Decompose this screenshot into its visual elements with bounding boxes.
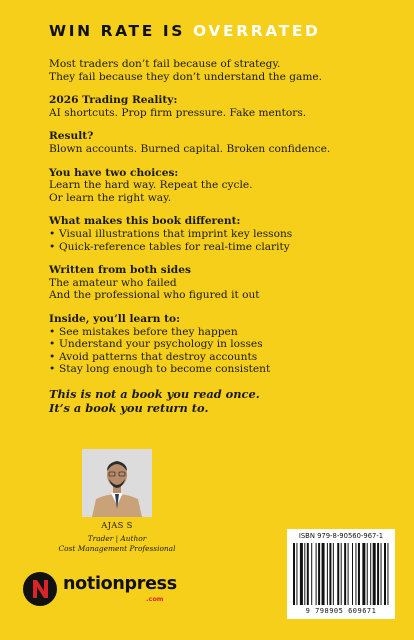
sides-line: The amateur who failed — [49, 276, 177, 289]
publisher-suffix: .com — [146, 595, 164, 603]
sides-heading: Written from both sides — [49, 264, 191, 277]
reality-text: AI shortcuts. Prop firm pressure. Fake mentors. — [49, 106, 307, 119]
barcode-digits: 9 798905 609671 — [305, 607, 377, 615]
intro-line: Most traders don’t fail because of strategy. — [49, 58, 281, 70]
publisher-mark-icon — [22, 571, 58, 607]
list-item: • Stay long enough to become consistent — [49, 363, 379, 376]
author-profession-line: Cost Management Professional — [58, 544, 176, 553]
list-item: • Visual illustrations that imprint key lessons — [49, 228, 379, 241]
result-section — [49, 130, 379, 155]
sides-section — [49, 264, 379, 302]
closing-tagline — [49, 387, 379, 415]
author-name: AJAS S — [101, 520, 133, 530]
author-photo — [82, 449, 152, 517]
author-roles — [52, 534, 182, 554]
headline-highlight: OVERRATED — [193, 22, 321, 40]
blurb — [49, 58, 379, 415]
reality-heading: 2026 Trading Reality: — [49, 94, 178, 107]
list-item: • See mistakes before they happen — [49, 326, 379, 339]
learn-list — [49, 326, 379, 376]
isbn-label: ISBN 979-8-90560-967-1 — [298, 532, 384, 540]
choices-line: Or learn the right way. — [49, 191, 172, 204]
learn-heading: Inside, you’ll learn to: — [49, 312, 180, 325]
list-item: • Understand your psychology in losses — [49, 338, 379, 351]
headline-prefix: WIN RATE IS — [49, 22, 194, 40]
list-item: • Avoid patterns that destroy accounts — [49, 351, 379, 364]
intro-line: They fail because they don’t understand the game. — [49, 70, 323, 83]
choices-heading: You have two choices: — [49, 166, 179, 179]
sides-line: And the professional who figured it out — [49, 289, 260, 302]
different-list — [49, 228, 379, 253]
author-role-line: Trader | Author — [87, 534, 147, 543]
different-heading: What makes this book different: — [49, 215, 241, 228]
different-section — [49, 215, 379, 253]
headline — [49, 22, 320, 40]
choices-line: Learn the hard way. Repeat the cycle. — [49, 179, 253, 192]
isbn-barcode — [287, 529, 395, 619]
result-text: Blown accounts. Burned capital. Broken confidence. — [49, 142, 331, 155]
result-heading: Result? — [49, 130, 94, 143]
publisher-logo — [22, 571, 202, 607]
intro-section — [49, 58, 379, 83]
learn-section — [49, 313, 379, 376]
closing-line: It’s a book you return to. — [49, 400, 209, 415]
reality-section — [49, 94, 379, 119]
choices-section — [49, 167, 379, 205]
author-portrait-icon — [82, 449, 152, 517]
closing-line: This is not a book you read once. — [49, 386, 260, 401]
publisher-name: notionpress — [63, 574, 177, 594]
list-item: • Quick-reference tables for real-time clarity — [49, 241, 379, 254]
barcode-icon — [293, 543, 389, 605]
